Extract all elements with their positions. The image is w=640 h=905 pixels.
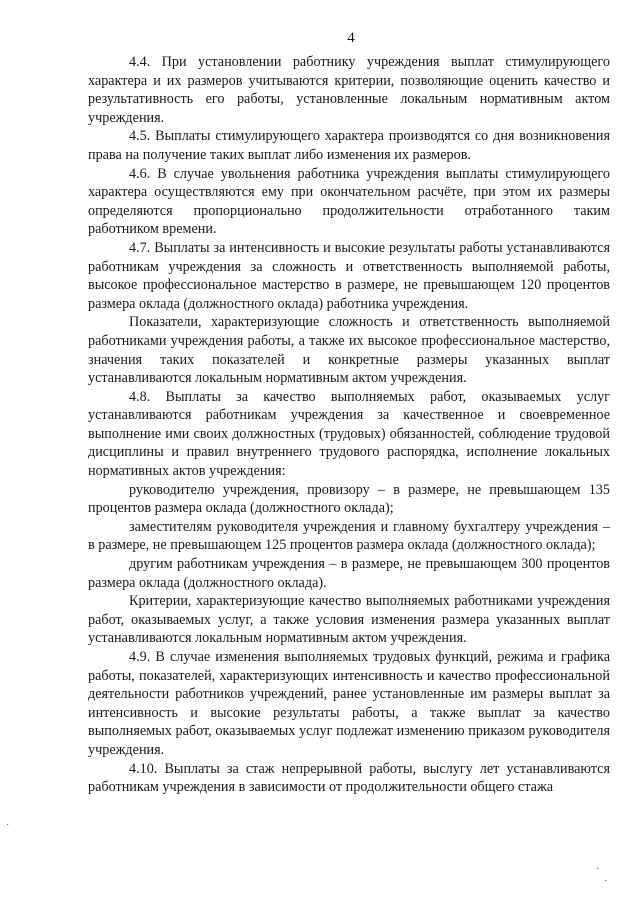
paragraph-4-5: 4.5. Выплаты стимулирующего характера производятся со дня возникновения права на получение таких выплат либо изменения их размеров. [88, 128, 610, 163]
scan-speck: · [6, 820, 10, 831]
paragraph-4-6: 4.6. В случае увольнения работника учреждения выплаты стимулирующего характера осуществляются ему при окончательном расчёте, при этом их размеры определяются пропорционально продолжительности отработанного таким работником времени. [88, 165, 610, 238]
list-item-other-workers: другим работникам учреждения – в размере, не превышающем 300 процентов размера оклада (должностного оклада). [88, 556, 610, 591]
scan-speck: · [604, 876, 608, 887]
paragraph-4-9: 4.9. В случае изменения выполняемых трудовых функций, режима и графика работы, показателей, характеризующих интенсивность и качество профессиональной деятельности работников учреждений, ранее установленные им размеры выплат за интенсивность и высокие результаты работы, а также выплат за качество выполняемых работ, оказываемых услуг подлежат изменению приказом руководителя учреждения. [88, 649, 610, 758]
list-item-deputies: заместителям руководителя учреждения и главному бухгалтеру учреждения – в размере, не превышающем 125 процентов размера оклада (должностного оклада); [88, 518, 610, 554]
paragraph-4-8-criteria: Критерии, характеризующие качество выполняемых работниками учреждения работ, оказываемых услуг, а также условия изменения размера указанных выплат устанавливаются локальным нормативным актом учреждения. [88, 593, 610, 647]
paragraph-4-4: 4.4. При установлении работнику учреждения выплат стимулирующего характера и их размеров учитываются критерии, позволяющие оценить качество и результативность его работы, установленные локальным нормативным актом учреждения. [88, 54, 610, 126]
paragraph-4-8: 4.8. Выплаты за качество выполняемых работ, оказываемых услуг устанавливаются работникам учреждения за качественное и своевременное выполнение ими своих должностных (трудовых) обязанностей, соблюдение трудовой дисциплины и правил внутреннего трудового распорядка, исполнение локальных нормативных актов учреждения: [88, 388, 610, 480]
page-number: 4 [347, 30, 355, 46]
paragraph-4-7: 4.7. Выплаты за интенсивность и высокие результаты работы устанавливаются работникам учреждения за сложность и ответственность выполняемой работы, высокое профессиональное мастерство в размере, не превышающем 120 процентов размера оклада (должностного оклада) работника учреждения. [88, 239, 610, 312]
paragraph-4-7-indicators: Показатели, характеризующие сложность и ответственность выполняемой работниками учреждения работы, а также их высокое профессиональное мастерство, значения таких показателей и конкретные размеры указанных выплат устанавливаются локальным нормативным актом учреждения. [88, 314, 610, 387]
paragraph-4-10: 4.10. Выплаты за стаж непрерывной работы, выслугу лет устанавливаются работникам учреждения в зависимости от продолжительности общего стажа [88, 760, 610, 796]
list-item-director: руководителю учреждения, провизору – в размере, не превышающем 135 процентов размера оклада (должностного оклада); [88, 481, 610, 517]
scan-speck: · [596, 864, 600, 875]
